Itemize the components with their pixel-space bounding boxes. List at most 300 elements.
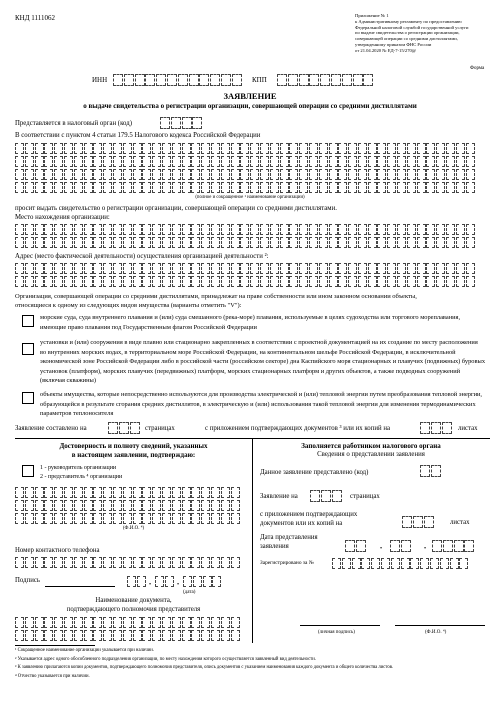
input-cell[interactable] <box>211 263 220 274</box>
input-cell[interactable] <box>436 276 445 287</box>
input-cell[interactable] <box>64 263 73 274</box>
input-cell[interactable] <box>172 500 181 511</box>
input-cell[interactable] <box>231 617 240 628</box>
r-code-field[interactable] <box>420 465 442 477</box>
input-cell[interactable] <box>113 557 122 568</box>
input-cell[interactable] <box>84 500 93 511</box>
input-cell[interactable] <box>201 182 210 193</box>
input-cell[interactable] <box>145 74 155 86</box>
input-cell[interactable] <box>464 540 474 552</box>
input-cell[interactable] <box>192 117 202 129</box>
input-cell[interactable] <box>280 224 289 235</box>
input-cell[interactable] <box>321 490 331 502</box>
input-cell[interactable] <box>74 237 83 248</box>
input-cell[interactable] <box>250 156 259 167</box>
input-cell[interactable] <box>299 182 308 193</box>
input-cell[interactable] <box>162 169 171 180</box>
input-cell[interactable] <box>221 263 230 274</box>
input-cell[interactable] <box>201 143 210 154</box>
input-cell[interactable] <box>133 224 142 235</box>
input-cell[interactable] <box>332 490 342 502</box>
input-cell[interactable] <box>182 169 191 180</box>
input-cell[interactable] <box>201 237 210 248</box>
input-cell[interactable] <box>260 156 269 167</box>
input-cell[interactable] <box>172 630 181 641</box>
input-cell[interactable] <box>44 143 53 154</box>
input-cell[interactable] <box>450 558 459 569</box>
input-cell[interactable] <box>446 156 455 167</box>
input-cell[interactable] <box>231 276 240 287</box>
input-cell[interactable] <box>426 156 435 167</box>
input-cell[interactable] <box>191 630 200 641</box>
input-cell[interactable] <box>436 182 445 193</box>
input-cell[interactable] <box>44 169 53 180</box>
input-cell[interactable] <box>299 169 308 180</box>
input-cell[interactable] <box>84 143 93 154</box>
input-cell[interactable] <box>466 263 475 274</box>
input-cell[interactable] <box>54 237 63 248</box>
input-cell[interactable] <box>25 143 34 154</box>
input-cell[interactable] <box>93 263 102 274</box>
input-cell[interactable] <box>113 617 122 628</box>
input-cell[interactable] <box>84 513 93 524</box>
input-cell[interactable] <box>231 630 240 641</box>
input-cell[interactable] <box>250 224 259 235</box>
input-cell[interactable] <box>152 156 161 167</box>
input-cell[interactable] <box>44 224 53 235</box>
input-cell[interactable] <box>329 156 338 167</box>
input-cell[interactable] <box>113 74 123 86</box>
input-cell[interactable] <box>54 182 63 193</box>
input-cell[interactable] <box>397 237 406 248</box>
input-cell[interactable] <box>113 263 122 274</box>
input-cell[interactable] <box>15 487 24 498</box>
input-cell[interactable] <box>133 169 142 180</box>
input-cell[interactable] <box>35 143 44 154</box>
input-cell[interactable] <box>377 182 386 193</box>
input-cell[interactable] <box>377 237 386 248</box>
input-cell[interactable] <box>270 182 279 193</box>
input-cell[interactable] <box>15 143 24 154</box>
input-cell[interactable] <box>84 487 93 498</box>
input-cell[interactable] <box>133 557 142 568</box>
input-cell[interactable] <box>191 237 200 248</box>
input-cell[interactable] <box>191 487 200 498</box>
input-cell[interactable] <box>35 263 44 274</box>
input-cell[interactable] <box>113 487 122 498</box>
input-cell[interactable] <box>84 156 93 167</box>
input-cell[interactable] <box>413 516 423 528</box>
input-cell[interactable] <box>368 143 377 154</box>
input-cell[interactable] <box>345 540 355 552</box>
input-cell[interactable] <box>15 617 24 628</box>
input-cell[interactable] <box>368 182 377 193</box>
input-cell[interactable] <box>103 630 112 641</box>
input-cell[interactable] <box>25 513 34 524</box>
input-cell[interactable] <box>309 237 318 248</box>
input-cell[interactable] <box>74 630 83 641</box>
input-cell[interactable] <box>142 224 151 235</box>
input-cell[interactable] <box>103 513 112 524</box>
input-cell[interactable] <box>211 224 220 235</box>
input-cell[interactable] <box>84 224 93 235</box>
input-cell[interactable] <box>407 182 416 193</box>
input-cell[interactable] <box>142 143 151 154</box>
input-cell[interactable] <box>397 156 406 167</box>
r-registration-number-field[interactable] <box>332 558 469 569</box>
input-cell[interactable] <box>25 182 34 193</box>
input-cell[interactable] <box>44 500 53 511</box>
input-cell[interactable] <box>407 169 416 180</box>
input-cell[interactable] <box>368 263 377 274</box>
input-cell[interactable] <box>260 169 269 180</box>
input-cell[interactable] <box>289 224 298 235</box>
input-cell[interactable] <box>152 630 161 641</box>
input-cell[interactable] <box>342 74 352 86</box>
input-cell[interactable] <box>407 224 416 235</box>
input-cell[interactable] <box>201 630 210 641</box>
input-cell[interactable] <box>397 224 406 235</box>
input-cell[interactable] <box>54 276 63 287</box>
input-cell[interactable] <box>182 117 192 129</box>
input-cell[interactable] <box>25 237 34 248</box>
input-cell[interactable] <box>64 156 73 167</box>
input-cell[interactable] <box>426 224 435 235</box>
input-cell[interactable] <box>299 74 309 86</box>
input-cell[interactable] <box>417 263 426 274</box>
input-cell[interactable] <box>152 143 161 154</box>
input-cell[interactable] <box>466 182 475 193</box>
input-cell[interactable] <box>162 487 171 498</box>
input-cell[interactable] <box>280 143 289 154</box>
input-cell[interactable] <box>231 487 240 498</box>
input-cell[interactable] <box>74 263 83 274</box>
input-cell[interactable] <box>171 117 181 129</box>
input-cell[interactable] <box>211 630 220 641</box>
input-cell[interactable] <box>436 263 445 274</box>
input-cell[interactable] <box>142 500 151 511</box>
input-cell[interactable] <box>270 276 279 287</box>
input-cell[interactable] <box>377 224 386 235</box>
input-cell[interactable] <box>232 74 242 86</box>
input-cell[interactable] <box>182 630 191 641</box>
input-cell[interactable] <box>35 513 44 524</box>
input-cell[interactable] <box>231 156 240 167</box>
input-cell[interactable] <box>332 558 341 569</box>
input-cell[interactable] <box>211 557 220 568</box>
input-cell[interactable] <box>402 516 412 528</box>
input-cell[interactable] <box>182 182 191 193</box>
input-cell[interactable] <box>15 237 24 248</box>
input-cell[interactable] <box>436 156 445 167</box>
input-cell[interactable] <box>289 263 298 274</box>
input-cell[interactable] <box>84 617 93 628</box>
input-cell[interactable] <box>201 276 210 287</box>
input-cell[interactable] <box>320 74 330 86</box>
input-cell[interactable] <box>130 422 140 434</box>
input-cell[interactable] <box>74 156 83 167</box>
input-cell[interactable] <box>64 237 73 248</box>
input-cell[interactable] <box>133 263 142 274</box>
option-1-checkbox[interactable] <box>22 315 34 327</box>
input-cell[interactable] <box>124 74 134 86</box>
input-cell[interactable] <box>240 237 249 248</box>
input-cell[interactable] <box>454 540 464 552</box>
input-cell[interactable] <box>250 143 259 154</box>
input-cell[interactable] <box>35 237 44 248</box>
input-cell[interactable] <box>329 276 338 287</box>
input-cell[interactable] <box>387 224 396 235</box>
input-cell[interactable] <box>231 513 240 524</box>
input-cell[interactable] <box>397 182 406 193</box>
input-cell[interactable] <box>250 263 259 274</box>
input-cell[interactable] <box>446 263 455 274</box>
input-cell[interactable] <box>426 276 435 287</box>
input-cell[interactable] <box>93 487 102 498</box>
input-cell[interactable] <box>64 169 73 180</box>
input-cell[interactable] <box>240 224 249 235</box>
input-cell[interactable] <box>420 422 430 434</box>
input-cell[interactable] <box>133 237 142 248</box>
input-cell[interactable] <box>377 156 386 167</box>
input-cell[interactable] <box>162 182 171 193</box>
input-cell[interactable] <box>309 263 318 274</box>
input-cell[interactable] <box>410 558 419 569</box>
input-cell[interactable] <box>231 182 240 193</box>
tax-authority-code-field[interactable] <box>160 117 203 129</box>
input-cell[interactable] <box>280 237 289 248</box>
input-cell[interactable] <box>133 617 142 628</box>
input-cell[interactable] <box>407 237 416 248</box>
input-cell[interactable] <box>420 465 430 477</box>
input-cell[interactable] <box>338 156 347 167</box>
input-cell[interactable] <box>44 276 53 287</box>
input-cell[interactable] <box>358 237 367 248</box>
input-cell[interactable] <box>44 630 53 641</box>
input-cell[interactable] <box>417 224 426 235</box>
input-cell[interactable] <box>309 143 318 154</box>
option-3-checkbox[interactable] <box>22 392 34 404</box>
input-cell[interactable] <box>191 143 200 154</box>
input-cell[interactable] <box>338 263 347 274</box>
input-cell[interactable] <box>127 576 136 587</box>
input-cell[interactable] <box>64 500 73 511</box>
input-cell[interactable] <box>133 156 142 167</box>
input-cell[interactable] <box>211 617 220 628</box>
input-cell[interactable] <box>221 156 230 167</box>
input-cell[interactable] <box>160 117 170 129</box>
input-cell[interactable] <box>331 74 341 86</box>
input-cell[interactable] <box>397 169 406 180</box>
input-cell[interactable] <box>221 500 230 511</box>
input-cell[interactable] <box>424 516 434 528</box>
input-cell[interactable] <box>103 487 112 498</box>
input-cell[interactable] <box>74 557 83 568</box>
input-cell[interactable] <box>309 276 318 287</box>
input-cell[interactable] <box>103 617 112 628</box>
input-cell[interactable] <box>377 143 386 154</box>
input-cell[interactable] <box>35 224 44 235</box>
input-cell[interactable] <box>123 237 132 248</box>
input-cell[interactable] <box>182 156 191 167</box>
input-cell[interactable] <box>466 224 475 235</box>
input-cell[interactable] <box>377 276 386 287</box>
input-cell[interactable] <box>123 557 132 568</box>
input-cell[interactable] <box>15 224 24 235</box>
input-cell[interactable] <box>25 224 34 235</box>
input-cell[interactable] <box>93 617 102 628</box>
input-cell[interactable] <box>270 263 279 274</box>
input-cell[interactable] <box>221 143 230 154</box>
input-cell[interactable] <box>15 156 24 167</box>
kpp-field[interactable] <box>277 74 374 86</box>
input-cell[interactable] <box>280 182 289 193</box>
input-cell[interactable] <box>299 263 308 274</box>
input-cell[interactable] <box>133 143 142 154</box>
input-cell[interactable] <box>54 143 63 154</box>
input-cell[interactable] <box>25 500 34 511</box>
input-cell[interactable] <box>221 513 230 524</box>
input-cell[interactable] <box>446 143 455 154</box>
input-cell[interactable] <box>54 500 63 511</box>
input-cell[interactable] <box>319 182 328 193</box>
input-cell[interactable] <box>133 487 142 498</box>
input-cell[interactable] <box>358 169 367 180</box>
input-cell[interactable] <box>133 630 142 641</box>
input-cell[interactable] <box>152 276 161 287</box>
input-cell[interactable] <box>280 276 289 287</box>
input-cell[interactable] <box>93 513 102 524</box>
input-cell[interactable] <box>338 237 347 248</box>
input-cell[interactable] <box>123 156 132 167</box>
input-cell[interactable] <box>182 276 191 287</box>
r-fio-line[interactable] <box>395 625 485 626</box>
input-cell[interactable] <box>387 156 396 167</box>
input-cell[interactable] <box>368 224 377 235</box>
input-cell[interactable] <box>260 182 269 193</box>
input-cell[interactable] <box>390 540 400 552</box>
input-cell[interactable] <box>436 143 445 154</box>
input-cell[interactable] <box>84 237 93 248</box>
input-cell[interactable] <box>309 224 318 235</box>
input-cell[interactable] <box>74 224 83 235</box>
input-cell[interactable] <box>25 263 34 274</box>
input-cell[interactable] <box>113 224 122 235</box>
input-cell[interactable] <box>191 513 200 524</box>
input-cell[interactable] <box>221 276 230 287</box>
input-cell[interactable] <box>162 500 171 511</box>
input-cell[interactable] <box>152 224 161 235</box>
input-cell[interactable] <box>93 143 102 154</box>
input-cell[interactable] <box>44 182 53 193</box>
input-cell[interactable] <box>250 182 259 193</box>
input-cell[interactable] <box>93 182 102 193</box>
input-cell[interactable] <box>93 500 102 511</box>
r-signature-line[interactable] <box>300 625 380 626</box>
input-cell[interactable] <box>142 487 151 498</box>
input-cell[interactable] <box>113 237 122 248</box>
input-cell[interactable] <box>201 169 210 180</box>
input-cell[interactable] <box>123 143 132 154</box>
input-cell[interactable] <box>466 156 475 167</box>
input-cell[interactable] <box>84 263 93 274</box>
input-cell[interactable] <box>189 74 199 86</box>
input-cell[interactable] <box>123 169 132 180</box>
input-cell[interactable] <box>356 540 366 552</box>
inn-field[interactable] <box>113 74 243 86</box>
input-cell[interactable] <box>123 276 132 287</box>
input-cell[interactable] <box>211 143 220 154</box>
input-cell[interactable] <box>25 156 34 167</box>
input-cell[interactable] <box>210 74 220 86</box>
input-cell[interactable] <box>35 276 44 287</box>
input-cell[interactable] <box>352 558 361 569</box>
input-cell[interactable] <box>191 263 200 274</box>
input-cell[interactable] <box>113 513 122 524</box>
input-cell[interactable] <box>363 74 373 86</box>
input-cell[interactable] <box>348 156 357 167</box>
input-cell[interactable] <box>142 169 151 180</box>
input-cell[interactable] <box>270 143 279 154</box>
input-cell[interactable] <box>103 224 112 235</box>
input-cell[interactable] <box>74 500 83 511</box>
input-cell[interactable] <box>84 169 93 180</box>
input-cell[interactable] <box>456 143 465 154</box>
input-cell[interactable] <box>277 74 287 86</box>
input-cell[interactable] <box>103 500 112 511</box>
input-cell[interactable] <box>203 576 212 587</box>
input-cell[interactable] <box>446 237 455 248</box>
input-cell[interactable] <box>368 156 377 167</box>
input-cell[interactable] <box>44 263 53 274</box>
input-cell[interactable] <box>54 617 63 628</box>
input-cell[interactable] <box>368 237 377 248</box>
input-cell[interactable] <box>182 617 191 628</box>
input-cell[interactable] <box>25 557 34 568</box>
input-cell[interactable] <box>93 557 102 568</box>
input-cell[interactable] <box>74 169 83 180</box>
input-cell[interactable] <box>44 237 53 248</box>
input-cell[interactable] <box>426 169 435 180</box>
input-cell[interactable] <box>329 169 338 180</box>
input-cell[interactable] <box>211 156 220 167</box>
input-cell[interactable] <box>250 237 259 248</box>
input-cell[interactable] <box>113 182 122 193</box>
input-cell[interactable] <box>221 182 230 193</box>
input-cell[interactable] <box>54 630 63 641</box>
input-cell[interactable] <box>35 156 44 167</box>
input-cell[interactable] <box>182 237 191 248</box>
input-cell[interactable] <box>387 276 396 287</box>
input-cell[interactable] <box>348 143 357 154</box>
input-cell[interactable] <box>280 169 289 180</box>
input-cell[interactable] <box>201 487 210 498</box>
input-cell[interactable] <box>289 276 298 287</box>
input-cell[interactable] <box>162 513 171 524</box>
input-cell[interactable] <box>113 500 122 511</box>
input-cell[interactable] <box>397 263 406 274</box>
input-cell[interactable] <box>443 540 453 552</box>
input-cell[interactable] <box>329 263 338 274</box>
input-cell[interactable] <box>103 169 112 180</box>
input-cell[interactable] <box>74 182 83 193</box>
input-cell[interactable] <box>211 500 220 511</box>
input-cell[interactable] <box>319 156 328 167</box>
input-cell[interactable] <box>221 74 231 86</box>
input-cell[interactable] <box>74 276 83 287</box>
input-cell[interactable] <box>162 156 171 167</box>
input-cell[interactable] <box>440 558 449 569</box>
